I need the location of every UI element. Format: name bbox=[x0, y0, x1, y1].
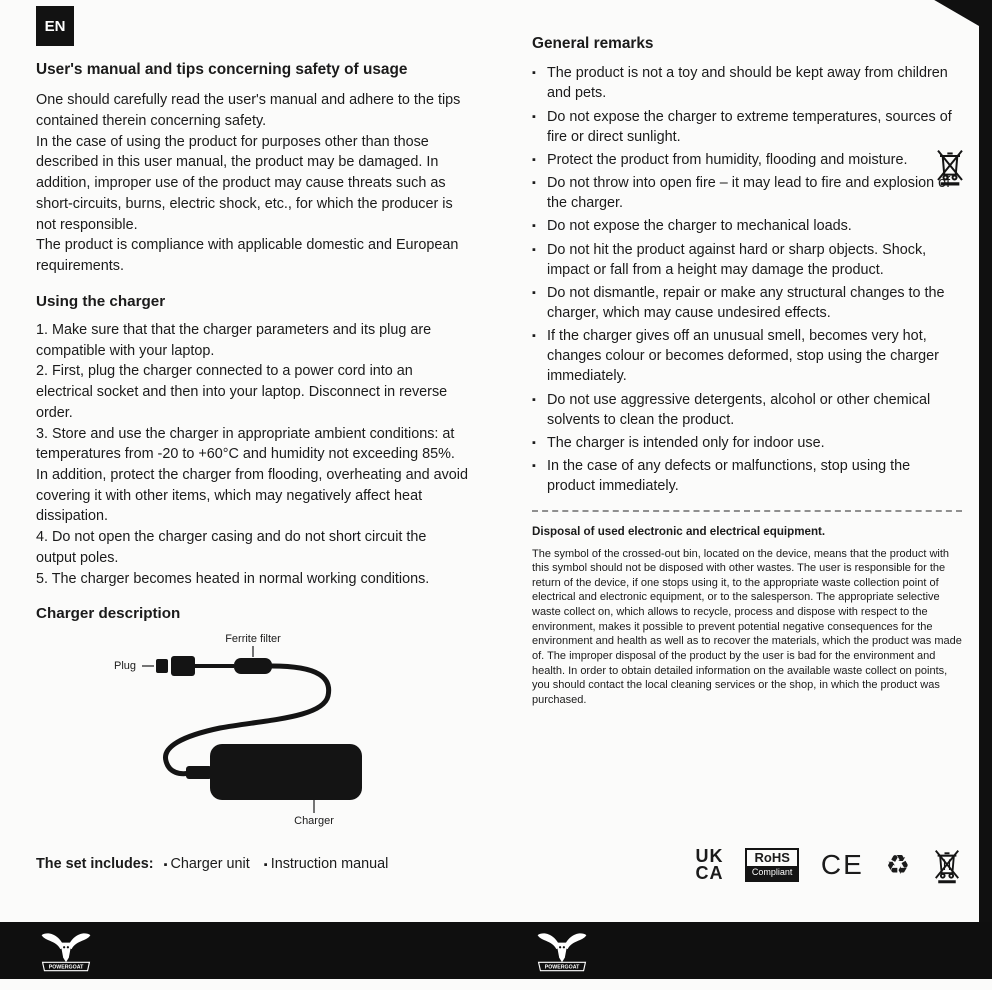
remark-item: ▪ Do not throw into open fire – it may lead to fire and explosion of the charger. bbox=[532, 173, 962, 213]
using-item: 3. Store and use the charger in appropriate ambient conditions: at temperatures from -20 to +60°C and humidity not exceeding 85%. In addition, protect the charger from flooding, overheating and avoid covering it with other items, which may negatively affect heat dissipation. bbox=[36, 425, 468, 525]
ukca-line: CA bbox=[695, 863, 724, 883]
margin-crossed-out-bin-icon bbox=[934, 146, 966, 186]
ukca-line: UK bbox=[695, 845, 724, 866]
brand-name: POWERGOAT bbox=[48, 964, 84, 971]
charger-diagram bbox=[114, 632, 414, 828]
page-edge-strip bbox=[979, 0, 992, 922]
remarks-heading: General remarks bbox=[532, 35, 654, 52]
brand-name: POWERGOAT bbox=[544, 964, 580, 971]
dashed-divider bbox=[532, 510, 962, 512]
language-badge: EN bbox=[36, 6, 74, 46]
plug-connector-icon bbox=[171, 656, 195, 676]
rohs-mark bbox=[745, 848, 798, 882]
disposal-body: The symbol of the crossed-out bin, located on the device, means that the product with this symbol should not be disposed with other wastes. The user is responsible for the return of the device, if one stops using it, to the appropriate waste collection point of electrical and electronic equipment, or to the salesperson. The appropriate selective waste collect on, which allows to recycle, process and dispose with respect to the environment, makes it possible to prevent potential negative consequences for the environment and health as well as to recover the materials, which the product was made of. The improper disposal of the product by the user is bad for the environment and health. In order to obtain detailed information on the available waste collect on points, you should contact the local cleaning services or the shop, in which the product was purchased. bbox=[532, 547, 962, 706]
ce-mark: CE bbox=[820, 849, 864, 880]
using-item: 2. First, plug the charger connected to a power cord into an electrical socket and then into your laptop. Disconnect in reverse order. bbox=[36, 363, 448, 421]
charger-body-icon bbox=[210, 744, 362, 800]
right-column bbox=[532, 34, 962, 707]
remark-item: ▪ If the charger gives off an unusual smell, becomes very hot, changes colour or becomes deformed, stop using the charger immediately. bbox=[532, 326, 962, 386]
description-heading: Charger description bbox=[36, 605, 181, 623]
remark-item: ▪ The product is not a toy and should be kept away from children and pets. bbox=[532, 63, 962, 103]
ukca-mark bbox=[695, 845, 724, 883]
rohs-compliant-label: Compliant bbox=[747, 866, 796, 880]
brand-logo bbox=[36, 927, 96, 975]
using-item: 5. The charger becomes heated in normal working conditions. bbox=[36, 570, 430, 587]
using-item: 1. Make sure that that the charger parameters and its plug are compatible with your laptop. bbox=[36, 321, 432, 359]
plug-label: Plug bbox=[114, 660, 137, 673]
crossed-out-bin-icon bbox=[932, 846, 962, 884]
safety-heading: User's manual and tips concerning safety of usage bbox=[36, 61, 408, 78]
goat-icon bbox=[42, 933, 91, 962]
ferrite-filter-icon bbox=[234, 658, 272, 674]
disposal-heading: Disposal of used electronic and electrical equipment. bbox=[532, 525, 826, 539]
remark-item: ▪ The charger is intended only for indoor use. bbox=[532, 433, 962, 453]
recycle-icon: ♻ bbox=[885, 849, 910, 880]
remark-item: ▪ In the case of any defects or malfunctions, stop using the product immediately. bbox=[532, 456, 962, 496]
remark-item: ▪ Do not expose the charger to mechanical loads. bbox=[532, 216, 962, 236]
footer-bar bbox=[0, 922, 992, 979]
safety-paragraph: One should carefully read the user's manual and adhere to the tips contained therein concerning safety. bbox=[36, 92, 461, 129]
page-corner-wedge bbox=[927, 0, 979, 26]
set-includes-label: The set includes: bbox=[36, 856, 154, 872]
brand-logo bbox=[532, 927, 592, 975]
using-item: 4. Do not open the charger casing and do not short circuit the output poles. bbox=[36, 529, 427, 566]
plug-icon bbox=[156, 659, 168, 673]
remark-item: ▪ Protect the product from humidity, flooding and moisture. bbox=[532, 150, 962, 170]
remark-item: ▪ Do not dismantle, repair or make any structural changes to the charger, which may cause undesired effects. bbox=[532, 283, 962, 323]
dc-connector-icon bbox=[186, 766, 212, 779]
set-includes-item: ▪ Instruction manual bbox=[264, 856, 389, 872]
rohs-label: RoHS bbox=[754, 850, 790, 866]
set-includes bbox=[36, 856, 398, 872]
charger-label: Charger bbox=[294, 815, 334, 828]
ferrite-filter-label: Ferrite filter bbox=[225, 633, 281, 646]
remark-item: ▪ Do not expose the charger to extreme temperatures, sources of fire or direct sunlight. bbox=[532, 107, 962, 147]
safety-paragraph: The product is compliance with applicable domestic and European requirements. bbox=[36, 237, 459, 275]
goat-icon bbox=[538, 933, 587, 962]
left-column bbox=[36, 60, 470, 828]
remark-item: ▪ Do not hit the product against hard or sharp objects. Shock, impact or fall from a height may damage the product. bbox=[532, 240, 962, 280]
certification-row bbox=[532, 846, 962, 884]
set-includes-item: ▪ Charger unit bbox=[164, 856, 250, 872]
safety-paragraph: In the case of using the product for purposes other than those described in this user manual, the product may be damaged. In addition, improper use of the product may cause threats such as short-circuits, burns, electric shock, etc., for which the producer is not responsible. bbox=[36, 133, 453, 233]
charger-diagram-graphic bbox=[114, 632, 414, 828]
using-heading: Using the charger bbox=[36, 292, 166, 310]
remarks-list bbox=[532, 63, 962, 496]
remark-item: ▪ Do not use aggressive detergents, alcohol or other chemical solvents to clean the product. bbox=[532, 390, 962, 430]
